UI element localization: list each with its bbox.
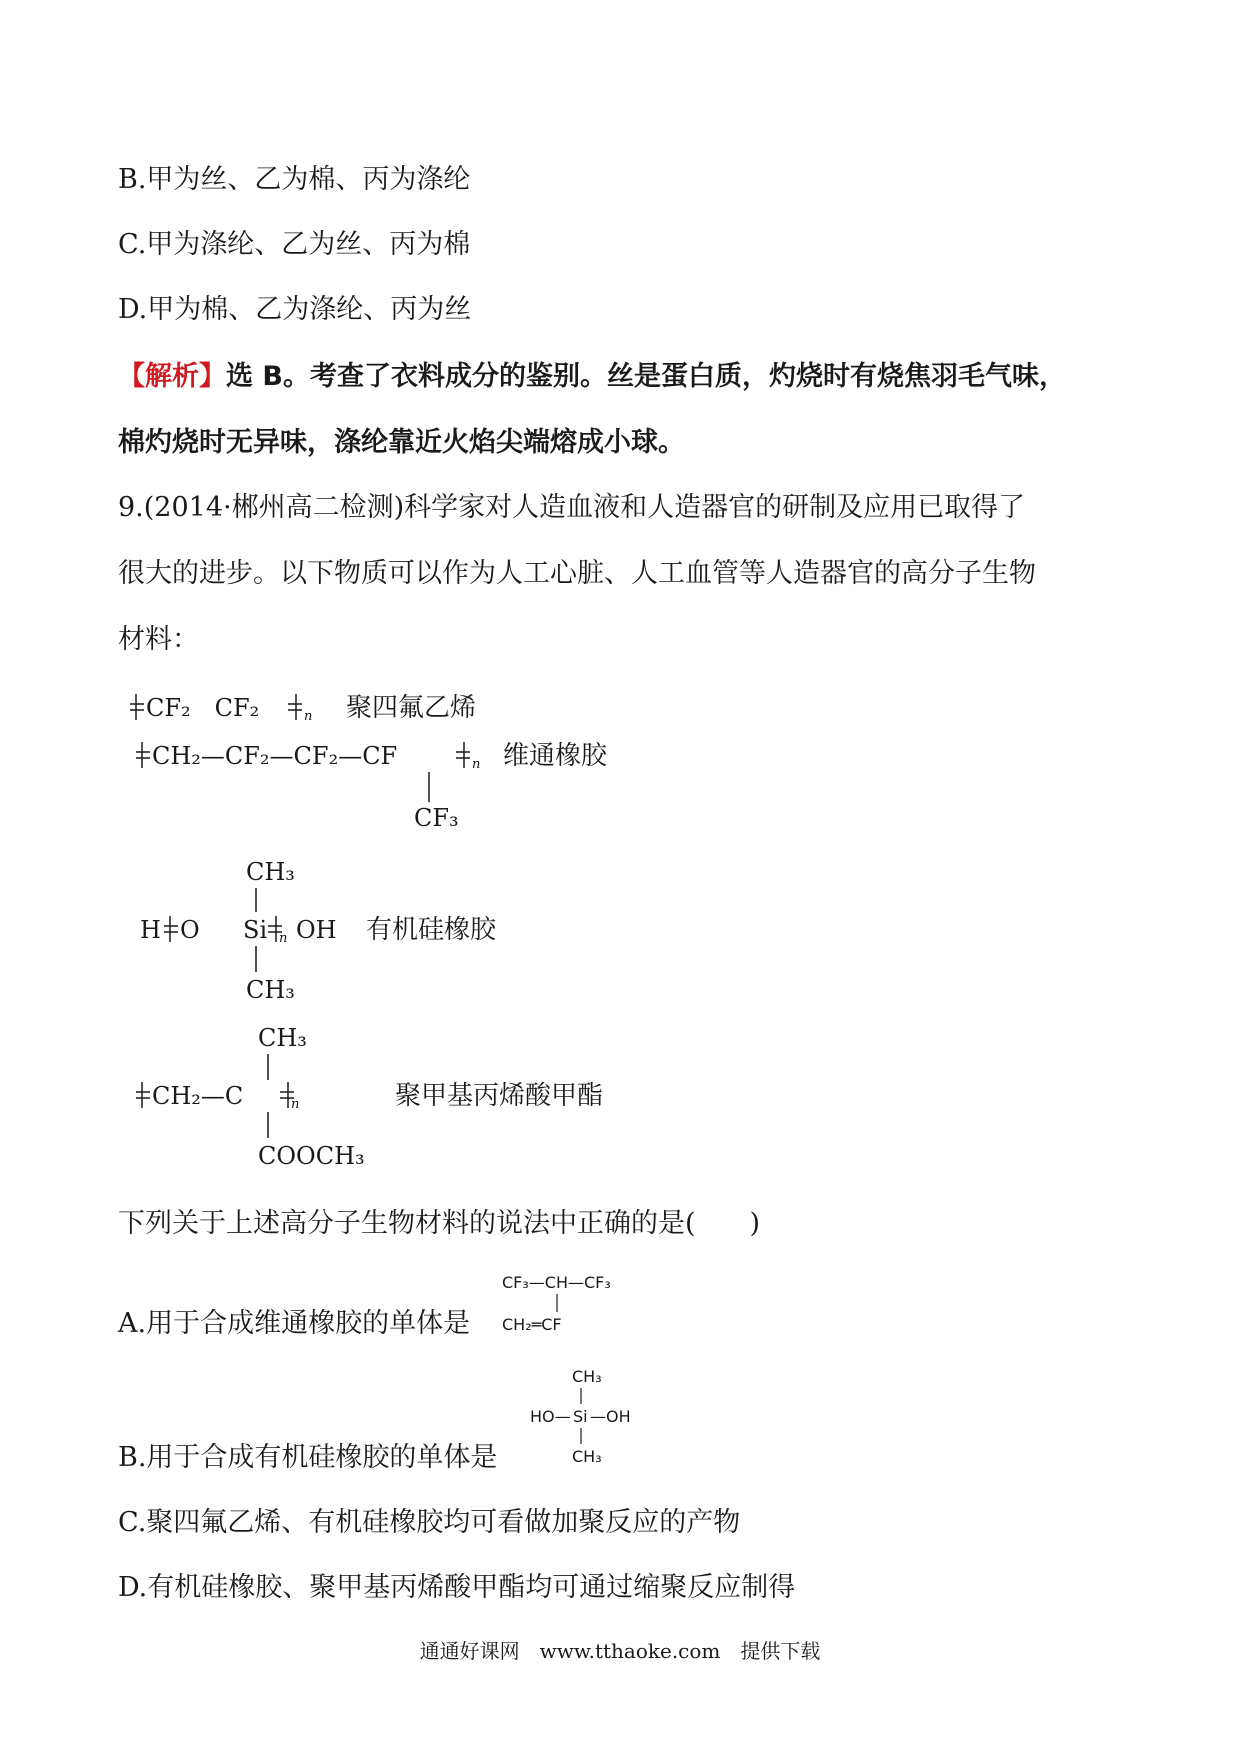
choice-b-top: CH₃ bbox=[572, 1367, 602, 1386]
ptfe-structure bbox=[130, 693, 476, 724]
choice-c: C.聚四氟乙烯、有机硅橡胶均可看做加聚反应的产物 bbox=[118, 1507, 741, 1538]
pmma-name: 聚甲基丙烯酸甲酯 bbox=[395, 1081, 604, 1111]
choice-b: B.用于合成有机硅橡胶的单体是 bbox=[118, 1442, 498, 1473]
pmma-structure bbox=[136, 1024, 603, 1170]
choice-b-bottom: CH₃ bbox=[572, 1447, 602, 1466]
question-line-2: 很大的进步。以下物质可以作为人工心脏、人工血管等人造器官的高分子生物 bbox=[118, 558, 1036, 589]
question-prompt: 下列关于上述高分子生物材料的说法中正确的是( ) bbox=[118, 1208, 761, 1239]
silicone-oh: OH bbox=[296, 916, 337, 944]
analysis-tag: 【解析】 bbox=[118, 361, 226, 392]
option-d-prev: D.甲为棉、乙为涤纶、丙为丝 bbox=[118, 294, 472, 325]
silicone-top: CH₃ bbox=[246, 858, 295, 886]
pmma-chain: CH₂—C bbox=[152, 1082, 244, 1110]
choice-a-top: CF₃—CH—CF₃ bbox=[502, 1273, 611, 1292]
option-c-prev: C.甲为涤纶、乙为丝、丙为棉 bbox=[118, 229, 471, 260]
choice-b-structure bbox=[528, 1362, 648, 1476]
ptfe-formula: CF₂ CF₂ bbox=[146, 694, 260, 722]
choice-a-bottom: CH₂═CF bbox=[502, 1315, 562, 1334]
viton-structure bbox=[136, 741, 608, 832]
viton-branch: CF₃ bbox=[414, 804, 459, 832]
pmma-n: n bbox=[291, 1097, 300, 1112]
silicone-structure bbox=[140, 858, 497, 1004]
pmma-bottom: COOCH₃ bbox=[258, 1142, 365, 1170]
choice-b-si: Si bbox=[573, 1407, 588, 1426]
ptfe-n: n bbox=[304, 709, 313, 724]
choice-a-structure bbox=[500, 1268, 640, 1344]
silicone-bottom: CH₃ bbox=[246, 976, 295, 1004]
option-b-prev: B.甲为丝、乙为棉、丙为涤纶 bbox=[118, 164, 471, 195]
silicone-n: n bbox=[279, 931, 288, 946]
choice-b-right: —OH bbox=[590, 1407, 631, 1426]
choice-a: A.用于合成维通橡胶的单体是 bbox=[118, 1308, 471, 1339]
silicone-name: 有机硅橡胶 bbox=[366, 915, 497, 945]
choice-d: D.有机硅橡胶、聚甲基丙烯酸甲酯均可通过缩聚反应制得 bbox=[118, 1572, 796, 1603]
choice-b-left: HO— bbox=[530, 1407, 571, 1426]
silicone-o: O bbox=[180, 916, 200, 944]
silicone-si: Si bbox=[243, 916, 268, 944]
question-line-3: 材料： bbox=[118, 624, 199, 655]
silicone-h: H bbox=[140, 916, 161, 944]
analysis-line-1 bbox=[118, 359, 1066, 395]
viton-n: n bbox=[472, 757, 481, 772]
viton-name: 维通橡胶 bbox=[503, 741, 608, 771]
page-footer: 通通好课网 www.tthaoke.com 提供下载 bbox=[419, 1639, 821, 1663]
question-line-1: 9.(2014·郴州高二检测)科学家对人造血液和人造器官的研制及应用已取得了 bbox=[118, 492, 1026, 523]
pmma-top: CH₃ bbox=[258, 1024, 307, 1052]
ptfe-name: 聚四氟乙烯 bbox=[346, 693, 477, 723]
polymer-structures bbox=[118, 680, 718, 1180]
analysis-text-1: 选 B。考查了衣料成分的鉴别。丝是蛋白质，灼烧时有烧焦羽毛气味， bbox=[226, 361, 1066, 392]
viton-formula: CH₂—CF₂—CF₂—CF bbox=[152, 742, 398, 770]
analysis-line-2: 棉灼烧时无异味，涤纶靠近火焰尖端熔成小球。 bbox=[118, 427, 685, 458]
